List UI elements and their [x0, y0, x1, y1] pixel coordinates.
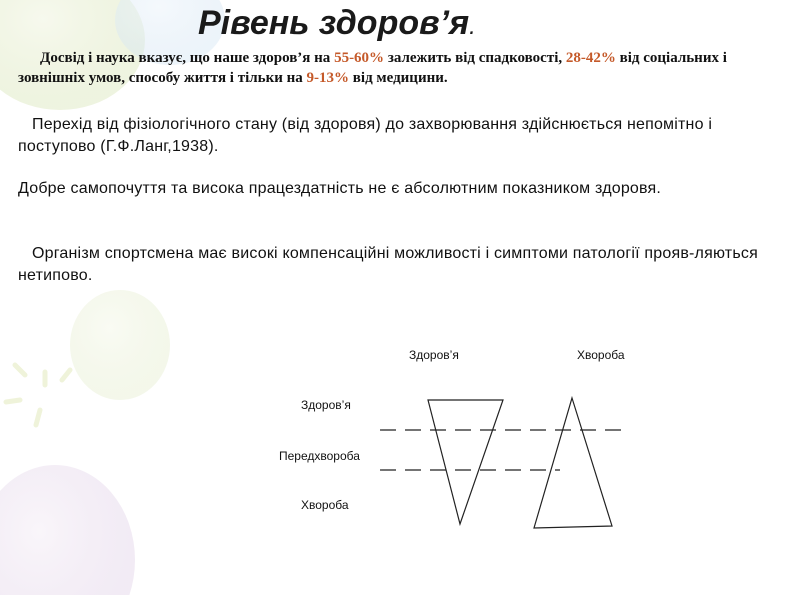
diagram-row-pre-disease: Передхвороба: [279, 449, 360, 463]
diagram-row-health: Здоров’я: [301, 398, 351, 412]
p1-text-3: від соціальних і зовнішніх умов, способу життя і тільки на: [18, 50, 727, 86]
p1-text-4: від медицини.: [349, 70, 448, 86]
diagram-column-disease: Хвороба: [577, 348, 625, 362]
paragraph-athlete: Організм спортсмена має високі компенсаційні можливості і симптоми патології прояв-ляються нетипово.: [18, 245, 758, 284]
slide-title-dot: .: [469, 13, 476, 40]
p1-highlight-social: 28-42%: [565, 50, 616, 66]
diagram-row-disease: Хвороба: [301, 498, 349, 512]
p1-text-1: Досвід і наука вказує, що наше здоров’я на: [40, 50, 335, 66]
paragraph-wellbeing: Добре самопочуття та висока працездатність не є абсолютним показником здоровя.: [18, 180, 662, 197]
health-inverted-triangle: [428, 400, 503, 524]
p1-highlight-heredity: 55-60%: [334, 50, 385, 66]
p1-highlight-medicine: 9-13%: [306, 70, 350, 86]
diagram-column-health: Здоров’я: [409, 348, 459, 362]
p1-text-2: залежить від спадковості,: [384, 50, 566, 66]
paragraph-transition: Перехід від фізіологічного стану (від здоровя) до захворювання здійснюється непомітно і поступово (Г.Ф.Ланг,1938).: [18, 116, 713, 155]
slide-title-text: Рівень здоров’я: [198, 4, 470, 42]
disease-triangle: [534, 398, 612, 528]
